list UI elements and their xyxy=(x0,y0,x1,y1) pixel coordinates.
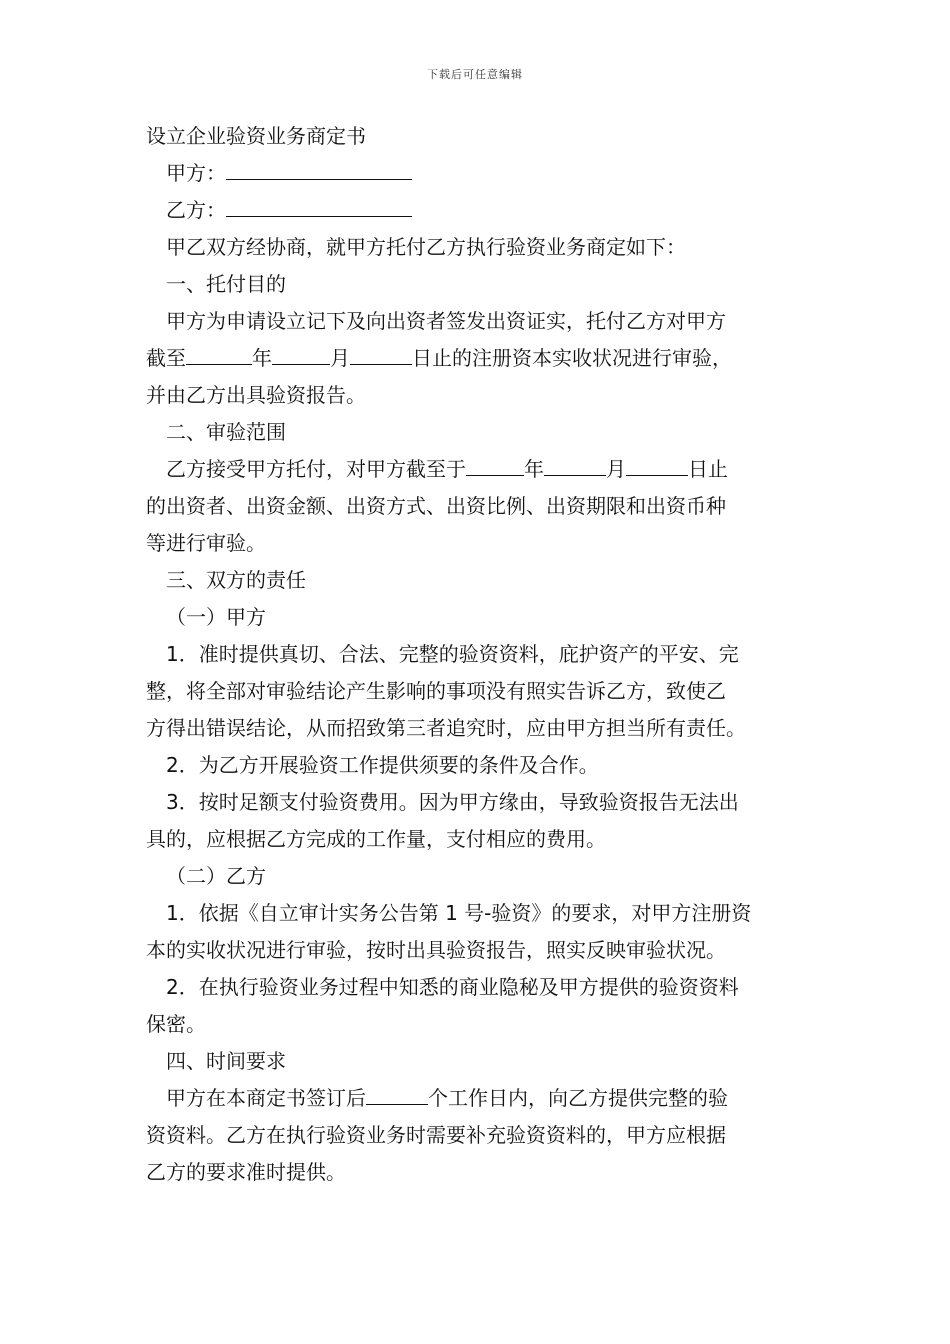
party-b-label: 乙方： xyxy=(166,198,226,222)
section-3-heading: 三、双方的责任 xyxy=(166,568,306,592)
year-blank[interactable] xyxy=(186,342,252,365)
intro-paragraph: 甲乙双方经协商，就甲方托付乙方执行验资业务商定如下： xyxy=(166,235,686,259)
party-a-item-1: 方得出错误结论，从而招致第三者追究时，应由甲方担当所有责任。 xyxy=(146,716,746,740)
day-blank[interactable] xyxy=(626,453,688,476)
text-fragment: 甲方在本商定书签订后 xyxy=(166,1086,366,1110)
section-1-text: 并由乙方出具验资报告。 xyxy=(146,383,366,407)
section-4-text: 资资料。乙方在执行验资业务时需要补充验资资料的，甲方应根据 xyxy=(146,1123,726,1147)
party-b-subheading: （二）乙方 xyxy=(166,864,266,888)
month-blank[interactable] xyxy=(544,453,606,476)
party-b-item-2: 保密。 xyxy=(146,1012,206,1036)
workdays-blank[interactable] xyxy=(366,1082,428,1105)
section-4-heading: 四、时间要求 xyxy=(166,1049,286,1073)
section-2-text: 的出资者、出资金额、出资方式、出资比例、出资期限和出资币种 xyxy=(146,494,726,518)
text-fragment: 日止的注册资本实收状况进行审验， xyxy=(412,346,732,370)
section-4-text: 乙方的要求准时提供。 xyxy=(146,1160,346,1184)
party-a-item-1: 整，将全部对审验结论产生影响的事项没有照实告诉乙方，致使乙 xyxy=(146,679,726,703)
document-body xyxy=(146,118,811,1191)
party-a-label: 甲方： xyxy=(166,161,226,185)
month-blank[interactable] xyxy=(272,342,330,365)
day-blank[interactable] xyxy=(350,342,412,365)
party-a-line xyxy=(146,155,811,192)
text-fragment: 月 xyxy=(606,457,626,481)
text-fragment: 月 xyxy=(330,346,350,370)
party-a-item-3: 具的，应根据乙方完成的工作量，支付相应的费用。 xyxy=(146,827,606,851)
section-2-heading: 二、审验范围 xyxy=(166,420,286,444)
section-2-text: 等进行审验。 xyxy=(146,531,266,555)
party-b-item-1: 本的实收状况进行审验，按时出具验资报告，照实反映审验状况。 xyxy=(146,938,726,962)
party-a-item-2: 2．为乙方开展验资工作提供须要的条件及合作。 xyxy=(166,753,599,777)
party-b-item-1: 1．依据《自立审计实务公告第 1 号-验资》的要求，对甲方注册资 xyxy=(166,901,752,925)
party-a-item-1: 1．准时提供真切、合法、完整的验资资料，庇护资产的平安、完 xyxy=(166,642,739,666)
party-a-item-3: 3．按时足额支付验资费用。因为甲方缘由，导致验资报告无法出 xyxy=(166,790,739,814)
party-b-blank[interactable] xyxy=(226,194,412,217)
text-fragment: 截至 xyxy=(146,346,186,370)
party-b-item-2: 2．在执行验资业务过程中知悉的商业隐秘及甲方提供的验资资料 xyxy=(166,975,739,999)
section-1-heading: 一、托付目的 xyxy=(166,272,286,296)
section-4-days-line xyxy=(146,1080,811,1117)
text-fragment: 个工作日内，向乙方提供完整的验 xyxy=(428,1086,728,1110)
section-1-text: 甲方为申请设立记下及向出资者签发出资证实，托付乙方对甲方 xyxy=(166,309,726,333)
document-title: 设立企业验资业务商定书 xyxy=(146,124,366,148)
section-2-date-line xyxy=(146,451,811,488)
party-a-blank[interactable] xyxy=(226,157,412,180)
page-header-note: 下载后可任意编辑 xyxy=(427,68,523,81)
section-1-date-line xyxy=(146,340,811,377)
text-fragment: 年 xyxy=(524,457,544,481)
year-blank[interactable] xyxy=(466,453,524,476)
party-b-line xyxy=(146,192,811,229)
text-fragment: 乙方接受甲方托付，对甲方截至于 xyxy=(166,457,466,481)
text-fragment: 年 xyxy=(252,346,272,370)
party-a-subheading: （一）甲方 xyxy=(166,605,266,629)
text-fragment: 日止 xyxy=(688,457,728,481)
